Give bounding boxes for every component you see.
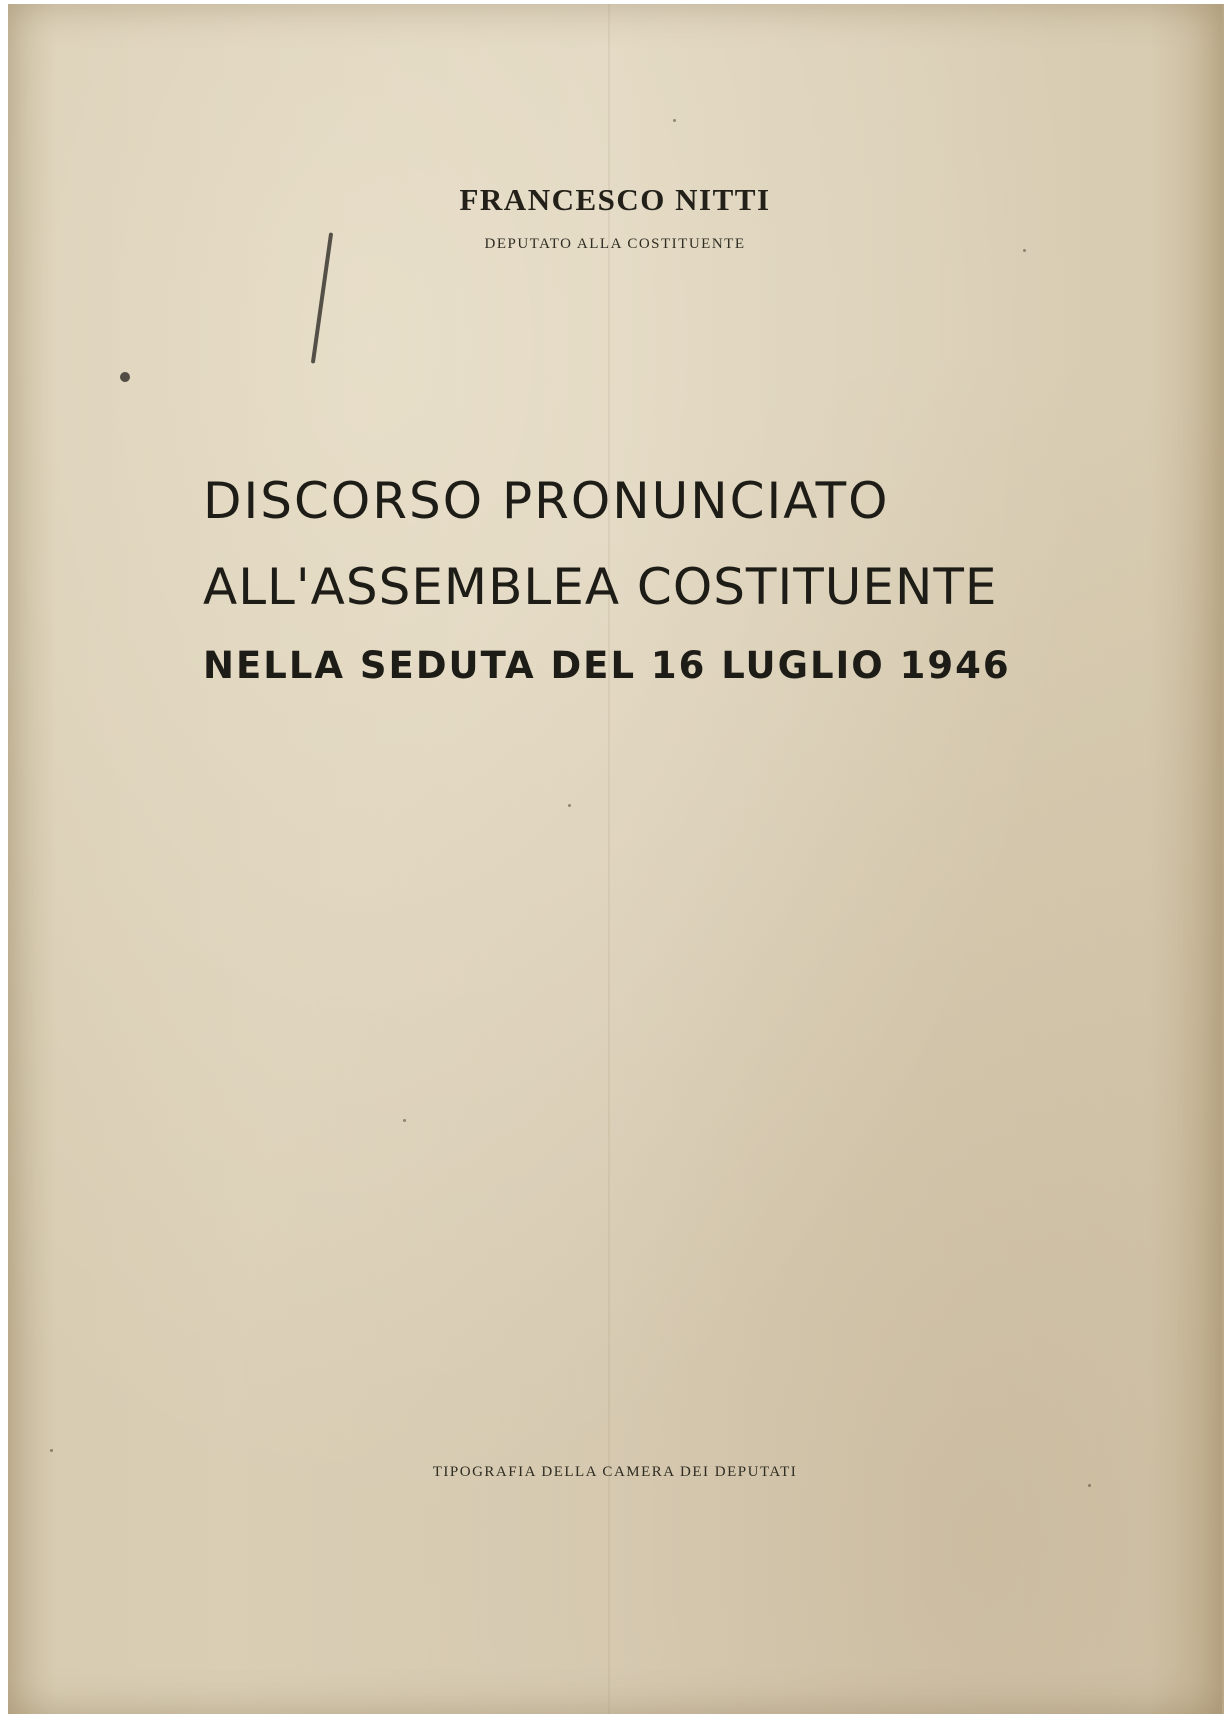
- pamphlet-cover: [8, 4, 1224, 1714]
- paper-speck: [1088, 1484, 1091, 1487]
- title-line-3: NELLA SEDUTA DEL 16 LUGLIO 1946: [203, 644, 1011, 687]
- paper-speck: [50, 1449, 53, 1452]
- paper-speck: [403, 1119, 406, 1122]
- title-line-1: DISCORSO PRONUNCIATO: [203, 472, 890, 530]
- paper-speck: [673, 119, 676, 122]
- paper-fold: [608, 4, 610, 1714]
- paper-speck: [568, 804, 571, 807]
- title-line-2: ALL'ASSEMBLEA COSTITUENTE: [203, 558, 998, 616]
- printer-imprint: TIPOGRAFIA DELLA CAMERA DEI DEPUTATI: [432, 1464, 798, 1480]
- ink-dot: [120, 372, 130, 382]
- author-name: FRANCESCO NITTI: [459, 182, 771, 217]
- author-role: DEPUTATO ALLA COSTITUENTE: [484, 236, 746, 252]
- paper-speck: [1023, 249, 1026, 252]
